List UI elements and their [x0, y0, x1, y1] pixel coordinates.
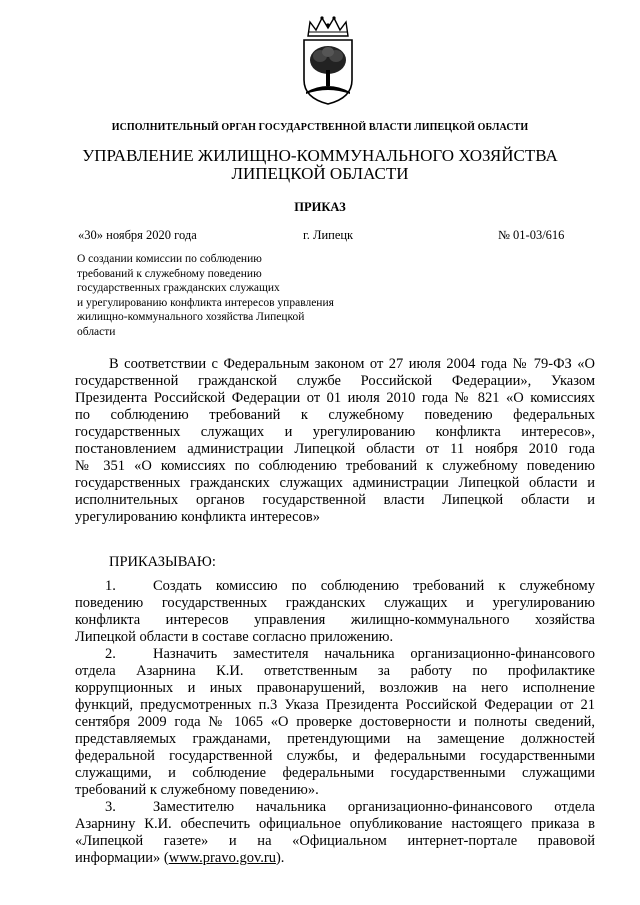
- item-line: сентября 2009 года № 1065 «О проверке достоверности и полноты сведений,: [75, 714, 595, 730]
- item-number: 3.: [105, 799, 116, 815]
- subject-line: требований к служебному поведению: [77, 267, 262, 280]
- item-line: [75, 850, 595, 867]
- preamble-line: государственных служащих и урегулированию конфликта интересов»,: [75, 424, 595, 440]
- preamble-line: постановлением администрации Липецкой области от 11 ноября 2010 года: [75, 441, 595, 457]
- subject-line: О создании комиссии по соблюдению: [77, 253, 262, 265]
- item-line: отдела Азарнина К.И. ответственным за работу по профилактике: [75, 663, 595, 679]
- preamble-line: государственных гражданских служащих администрации Липецкой области и: [75, 475, 595, 491]
- subject-line: и урегулированию конфликта интересов управления: [77, 296, 334, 309]
- subject-line: жилищно-коммунального хозяйства Липецкой: [77, 311, 305, 324]
- document-type: ПРИКАЗ: [294, 200, 346, 214]
- item-line-text: информации» (: [75, 850, 169, 866]
- item-line: [75, 578, 595, 595]
- coat-of-arms-icon: [296, 14, 360, 108]
- order-word-block: [75, 554, 595, 571]
- order-item-2: [75, 646, 595, 799]
- item-line-text: ).: [275, 850, 285, 866]
- preamble-line: № 351 «О комиссиях по соблюдению требований к служебному поведению: [75, 458, 595, 474]
- issuing-authority: ИСПОЛНИТЕЛЬНЫЙ ОРГАН ГОСУДАРСТВЕННОЙ ВЛАСТИ ЛИПЕЦКОЙ ОБЛАСТИ: [111, 122, 529, 133]
- item-line: [75, 799, 595, 816]
- item-line: представляемых гражданами, претендующими на замещение должностей: [75, 731, 595, 747]
- pravo-gov-link[interactable]: www.pravo.gov.ru: [168, 850, 276, 866]
- item-line: коррупционных и иных правонарушений, возложив на него исполнение: [75, 680, 595, 696]
- item-line-text: Заместителю начальника организационно-финансового отдела: [153, 799, 595, 815]
- preamble-line: по соблюдению требований к служебному поведению федеральных: [75, 407, 595, 423]
- item-line: требований к служебному поведению».: [75, 782, 319, 798]
- document-number: № 01-03/616: [498, 228, 565, 242]
- item-line: конфликта интересов управления жилищно-коммунального хозяйства: [75, 612, 595, 628]
- item-line: Липецкой области в составе согласно приложению.: [75, 629, 394, 645]
- preamble-line: В соответствии с Федеральным законом от 27 июля 2004 года № 79-ФЗ «О: [109, 356, 595, 372]
- item-number: 2.: [105, 646, 116, 662]
- item-line: функций, предусмотренных п.3 Указа Президента Российской Федерации от 21: [75, 697, 595, 713]
- item-line-text: Назначить заместителя начальника организационно-финансового: [153, 646, 595, 662]
- item-line: служащими, и соблюдение федеральными государственными служащими: [75, 765, 595, 781]
- item-line: федеральной государственной службы, и федеральными государственными: [75, 748, 595, 764]
- preamble-line: исполнительных органов государственной власти Липецкой области и: [75, 492, 595, 508]
- subject-line: области: [77, 325, 116, 338]
- document-date: «30» ноября 2020 года: [78, 228, 197, 242]
- department-name-line: УПРАВЛЕНИЕ ЖИЛИЩНО-КОММУНАЛЬНОГО ХОЗЯЙСТВА: [82, 146, 558, 165]
- item-line: поведению государственных гражданских служащих и урегулированию: [75, 595, 595, 611]
- department-name: [0, 147, 640, 183]
- item-line-text: Создать комиссию по соблюдению требований к служебному: [153, 578, 595, 594]
- item-line: [75, 646, 595, 663]
- document-subject: [77, 252, 347, 340]
- department-name-line: ЛИПЕЦКОЙ ОБЛАСТИ: [231, 164, 409, 183]
- order-item-1: [75, 578, 595, 646]
- subject-line: государственных гражданских служащих: [77, 282, 280, 295]
- order-item-3: [75, 799, 595, 867]
- item-number: 1.: [105, 578, 116, 594]
- item-line: Азарнину К.И. обеспечить официальное опубликование настоящего приказа в: [75, 816, 595, 832]
- document-city: г. Липецк: [303, 228, 354, 242]
- order-word: ПРИКАЗЫВАЮ:: [109, 554, 216, 570]
- preamble-line: урегулированию конфликта интересов»: [75, 509, 320, 525]
- preamble-paragraph: [75, 356, 595, 526]
- preamble-line: Президента Российской Федерации от 01 июля 2010 года № 821 «О комиссиях: [75, 390, 595, 406]
- preamble-line: государственной гражданской службе Российской Федерации», Указом: [75, 373, 595, 389]
- item-line: «Липецкой газете» и на «Официальном интернет-портале правовой: [75, 833, 595, 849]
